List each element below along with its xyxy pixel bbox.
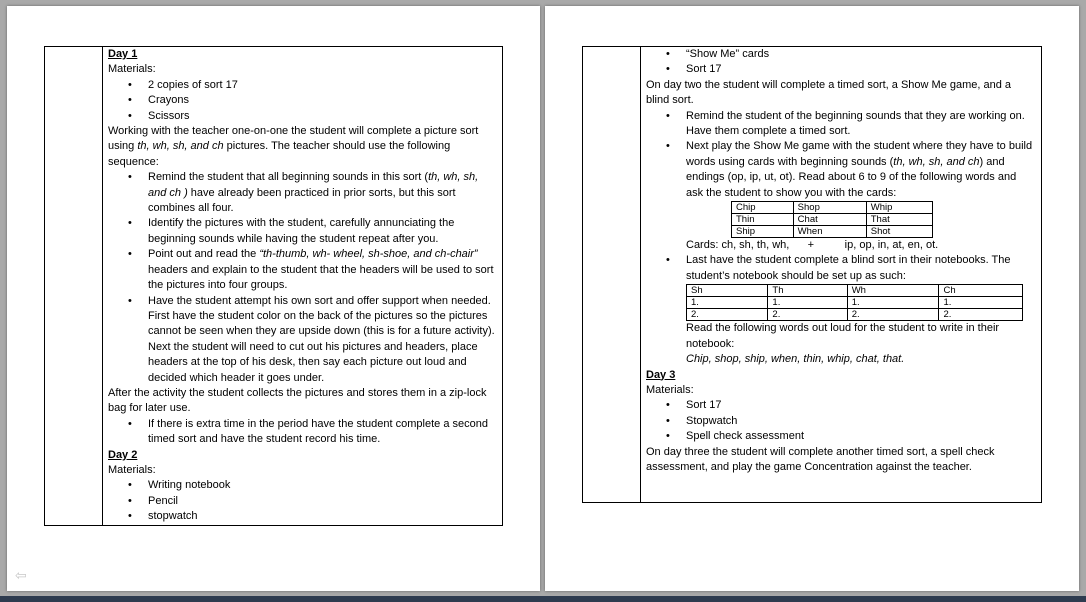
bullet-icon: • — [666, 48, 670, 60]
day-3-heading: Day 3 — [646, 368, 676, 381]
bullet-icon: • — [666, 414, 670, 427]
list-item: • 2 copies of sort 17 — [108, 78, 496, 93]
materials-list-day-2-continued — [646, 47, 1036, 78]
taskbar — [0, 596, 1086, 602]
list-item: • Have the student attempt his own sort and offer support when needed. First have the student color on the back of the pictures so the pictures cannot be seen when they are upside down (this is for a future activity). Next the student will need to cut out his pictures and headers, place headers at the top of his desk, then say each picture out loud and decided which header it goes under. — [128, 294, 495, 384]
column-divider — [102, 47, 103, 525]
read-words-paragraph: Read the following words out loud for the student to write in their notebook: — [686, 322, 1000, 350]
bullet-icon: • — [128, 78, 132, 91]
day-1-heading: Day 1 — [108, 48, 138, 60]
list-item: • Point out and read the “th-thumb, wh- wheel, sh-shoe, and ch-chair” headers and explain to the student that the headers will be used to sort the pictures into four groups. — [128, 248, 494, 292]
sequence-list — [108, 170, 496, 386]
bullet-icon: • — [128, 510, 132, 523]
notebook-table — [686, 284, 1023, 321]
table-row: Thin Chat That — [732, 214, 933, 226]
table-row: Sh Th Wh Ch — [687, 285, 1023, 297]
lesson-cell — [108, 47, 496, 525]
materials-list-day-3 — [646, 398, 1036, 444]
list-item: • Writing notebook — [108, 478, 496, 493]
bullet-icon: • — [128, 171, 132, 184]
word-table — [731, 201, 933, 238]
materials-label: Materials: — [646, 383, 694, 396]
cards-line: Cards: ch, sh, th, wh, + ip, op, in, at, en, ot. — [686, 239, 939, 252]
bullet-icon: • — [128, 94, 132, 107]
day-2-heading: Day 2 — [108, 448, 138, 461]
document-page-2 — [545, 6, 1079, 591]
lesson-table-page-1 — [44, 46, 503, 526]
table-row: 2. 2. 2. 2. — [687, 309, 1023, 321]
bullet-icon: • — [128, 479, 132, 492]
bullet-icon: • — [128, 294, 132, 307]
list-item: • Identify the pictures with the student, carefully annunciating the beginning sounds while having the student repeat after you. — [128, 217, 455, 245]
list-item: • Sort 17 — [646, 62, 1036, 77]
list-item: • Spell check assessment — [646, 429, 1036, 444]
list-item: • Sort 17 — [646, 398, 1036, 413]
day-2-steps — [646, 109, 1036, 201]
bullet-icon: • — [666, 399, 670, 412]
bullet-icon: • — [666, 254, 670, 267]
list-item: • Next play the Show Me game with the student where they have to build words using cards with beginning sounds (th, wh, sh, and ch) and endings (op, ip, ut, ot). Read about 6 to 9 of the following words and ask the student to show you with the cards: — [666, 140, 1033, 199]
day-2-intro: On day two the student will complete a timed sort, a Show Me game, and a blind sort. — [646, 78, 1012, 107]
list-item: • “Show Me” cards — [646, 47, 1036, 62]
bullet-icon: • — [128, 217, 132, 230]
lesson-table-page-2 — [582, 46, 1042, 503]
table-row: Ship When Shot — [732, 226, 933, 238]
list-item: • Remind the student of the beginning sounds that they are working on. Have them complete a timed sort. — [666, 109, 1025, 138]
list-item: • Scissors — [108, 109, 496, 124]
after-activity-paragraph: After the activity the student collects the pictures and stores them in a zip-lock bag for later use. — [108, 386, 487, 415]
bullet-icon: • — [128, 109, 132, 122]
blind-sort-list — [646, 253, 1036, 284]
list-item: • stopwatch — [108, 509, 496, 524]
list-item: • Crayons — [108, 93, 496, 108]
bullet-icon: • — [666, 63, 670, 76]
day-3-paragraph: On day three the student will complete another timed sort, a spell check assessment, and play the game Concentration against the teacher. — [646, 445, 995, 473]
bullet-icon: • — [128, 417, 132, 430]
word-list: Chip, shop, ship, when, thin, whip, chat, that. — [686, 353, 905, 366]
bullet-icon: • — [128, 494, 132, 507]
list-item: • Stopwatch — [646, 414, 1036, 429]
back-arrow-icon[interactable]: ⇦ — [15, 567, 27, 583]
extra-time-list — [108, 417, 496, 448]
bullet-icon: • — [666, 430, 670, 443]
bullet-icon: • — [666, 140, 670, 153]
table-row: Chip Shop Whip — [732, 202, 933, 214]
table-row: 1. 1. 1. 1. — [687, 297, 1023, 309]
list-item: • Last have the student complete a blind sort in their notebooks. The student’s notebook should be set up as such: — [666, 254, 1011, 282]
bullet-icon: • — [666, 109, 670, 122]
document-page-1 — [7, 6, 540, 591]
notebook-table-wrapper — [646, 284, 1036, 321]
materials-list-day-2 — [108, 478, 496, 524]
materials-label: Materials: — [108, 63, 156, 76]
materials-label: Materials: — [108, 463, 156, 476]
bullet-icon: • — [128, 248, 132, 261]
intro-paragraph: Working with the teacher one-on-one the student will complete a picture sort using th, wh, sh, and ch pictures. The teacher should use the following sequence: — [108, 125, 479, 168]
materials-list-day-1 — [108, 78, 496, 124]
column-divider — [640, 47, 641, 502]
lesson-cell — [646, 47, 1036, 475]
word-table-wrapper — [646, 201, 1036, 238]
list-item: • Pencil — [108, 494, 496, 509]
list-item: • If there is extra time in the period have the student complete a second timed sort and have the student record his time. — [128, 417, 488, 446]
list-item: • Remind the student that all beginning sounds in this sort (th, wh, sh, and ch ) have already been practiced in prior sorts, but this sort combines all four. — [128, 171, 479, 215]
